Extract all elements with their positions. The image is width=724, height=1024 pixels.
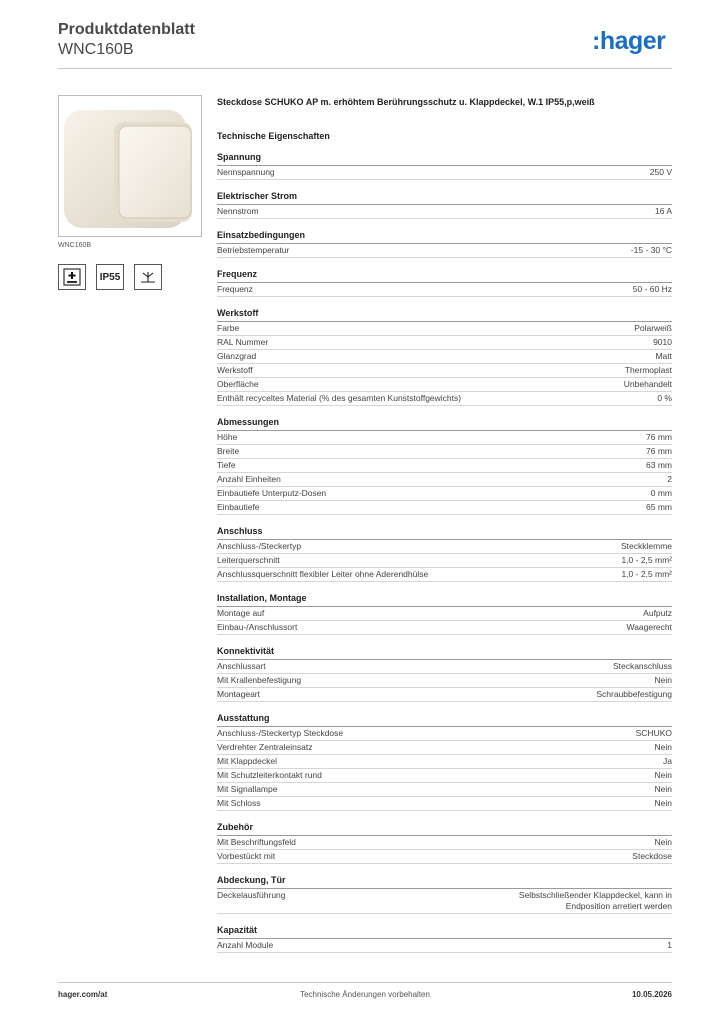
property-row	[217, 607, 672, 621]
property-value: 1,0 - 2,5 mm²	[621, 555, 672, 565]
property-value: 2	[667, 474, 672, 484]
property-label: Höhe	[217, 432, 238, 442]
property-row	[217, 378, 672, 392]
property-row	[217, 431, 672, 445]
document-title: Produktdatenblatt	[58, 21, 195, 38]
group-title: Werkstoff	[217, 308, 672, 322]
property-label: Oberfläche	[217, 379, 259, 389]
property-value: Nein	[654, 675, 672, 685]
property-label: Tiefe	[217, 460, 236, 470]
property-label: Nennspannung	[217, 167, 275, 177]
property-row	[217, 688, 672, 702]
property-row	[217, 501, 672, 515]
property-value: Steckanschluss	[612, 661, 672, 671]
property-label: Mit Krallenbefestigung	[217, 675, 302, 685]
property-value: 16 A	[654, 206, 672, 216]
property-row	[217, 836, 672, 850]
property-group	[217, 822, 672, 864]
property-group	[217, 526, 672, 582]
property-label: Anschlussart	[217, 661, 266, 671]
property-group	[217, 713, 672, 811]
property-value: Selbstschließender Klappdeckel, kann in Endposition arretiert werden	[518, 890, 672, 911]
property-group	[217, 417, 672, 515]
header-divider	[58, 68, 672, 69]
group-title: Kapazität	[217, 925, 672, 939]
property-value: 76 mm	[646, 432, 672, 442]
property-row	[217, 850, 672, 864]
property-label: Frequenz	[217, 284, 253, 294]
property-row	[217, 540, 672, 554]
product-image	[58, 95, 202, 237]
property-row	[217, 350, 672, 364]
property-row	[217, 283, 672, 297]
property-label: Mit Schutzleiterkontakt rund	[217, 770, 322, 780]
property-value: Nein	[654, 837, 672, 847]
group-title: Zubehör	[217, 822, 672, 836]
property-value: 250 V	[649, 167, 672, 177]
property-group	[217, 925, 672, 953]
socket-illustration	[59, 96, 201, 236]
property-value: Unbehandelt	[623, 379, 672, 389]
property-row	[217, 939, 672, 953]
property-label: Vorbestückt mit	[217, 851, 276, 861]
property-value: -15 - 30 °C	[630, 245, 672, 255]
property-row	[217, 621, 672, 635]
property-value: 0 mm	[650, 488, 672, 498]
property-value: 9010	[653, 337, 672, 347]
property-row	[217, 727, 672, 741]
property-value: 1,0 - 2,5 mm²	[621, 569, 672, 579]
page-footer	[58, 990, 672, 1002]
property-label: Enthält recyceltes Material (% des gesamten Kunststoffgewichts)	[217, 393, 462, 403]
property-value: 0 %	[657, 393, 672, 403]
property-label: Anschluss-/Steckertyp	[217, 541, 302, 551]
footer-website[interactable]: hager.com/at	[58, 990, 108, 999]
property-label: Glanzgrad	[217, 351, 257, 361]
footer-disclaimer: Technische Änderungen vorbehalten	[300, 990, 430, 999]
group-title: Abdeckung, Tür	[217, 875, 672, 889]
property-row	[217, 674, 672, 688]
property-row	[217, 364, 672, 378]
property-label: Mit Beschriftungsfeld	[217, 837, 296, 847]
property-value: 63 mm	[646, 460, 672, 470]
property-label: Anzahl Einheiten	[217, 474, 281, 484]
property-group	[217, 308, 672, 406]
property-row	[217, 392, 672, 406]
property-group	[217, 230, 672, 258]
property-label: Breite	[217, 446, 240, 456]
property-value: Steckklemme	[620, 541, 672, 551]
property-value: Ja	[663, 756, 672, 766]
property-row	[217, 473, 672, 487]
property-row	[217, 755, 672, 769]
property-value: Nein	[654, 742, 672, 752]
footer-divider	[58, 982, 672, 983]
property-label: Deckelausführung	[217, 890, 286, 900]
property-label: Einbautiefe Unterputz-Dosen	[217, 488, 327, 498]
property-row	[217, 487, 672, 501]
property-label: Anzahl Module	[217, 940, 274, 950]
property-row	[217, 769, 672, 783]
property-label: Verdrehter Zentraleinsatz	[217, 742, 313, 752]
wiring-symbol-icon	[134, 264, 162, 290]
property-row	[217, 244, 672, 258]
property-row	[217, 445, 672, 459]
property-value: Nein	[654, 798, 672, 808]
group-title: Abmessungen	[217, 417, 672, 431]
group-title: Ausstattung	[217, 713, 672, 727]
group-title: Einsatzbedingungen	[217, 230, 672, 244]
property-value: Waagerecht	[626, 622, 672, 632]
property-group	[217, 191, 672, 219]
property-label: Farbe	[217, 323, 240, 333]
property-value: Aufputz	[643, 608, 672, 618]
property-value: Matt	[655, 351, 672, 361]
property-value: Schraubbefestigung	[596, 689, 672, 699]
property-label: Anschlussquerschnitt flexibler Leiter ohne Aderendhülse	[217, 569, 429, 579]
property-row	[217, 322, 672, 336]
property-value: Nein	[654, 784, 672, 794]
property-value: Polarweiß	[634, 323, 672, 333]
property-label: Mit Signallampe	[217, 784, 278, 794]
property-value: 65 mm	[646, 502, 672, 512]
property-label: Nennstrom	[217, 206, 259, 216]
property-group	[217, 152, 672, 180]
property-row	[217, 166, 672, 180]
property-row	[217, 459, 672, 473]
property-label: Einbautiefe	[217, 502, 260, 512]
property-row	[217, 797, 672, 811]
property-label: RAL Nummer	[217, 337, 269, 347]
property-label: Betriebstemperatur	[217, 245, 290, 255]
property-value: 50 - 60 Hz	[632, 284, 672, 294]
property-group	[217, 269, 672, 297]
property-label: Anschluss-/Steckertyp Steckdose	[217, 728, 344, 738]
property-group	[217, 593, 672, 635]
property-value: SCHUKO	[635, 728, 672, 738]
group-title: Elektrischer Strom	[217, 191, 672, 205]
property-value: Thermoplast	[624, 365, 672, 375]
property-group	[217, 646, 672, 702]
document-header	[58, 20, 195, 60]
safety-mark-icon	[58, 264, 86, 290]
property-label: Werkstoff	[217, 365, 253, 375]
property-row	[217, 741, 672, 755]
group-title: Spannung	[217, 152, 672, 166]
property-value: 76 mm	[646, 446, 672, 456]
property-value: Steckdose	[632, 851, 672, 861]
group-title: Frequenz	[217, 269, 672, 283]
group-title: Installation, Montage	[217, 593, 672, 607]
product-image-caption: WNC160B	[58, 242, 92, 249]
property-value: 1	[667, 940, 672, 950]
property-label: Mit Schloss	[217, 798, 261, 808]
property-groups	[217, 152, 672, 953]
property-group	[217, 875, 672, 914]
section-title: Technische Eigenschaften	[217, 131, 330, 141]
hager-logo: :hager	[592, 27, 666, 55]
ip55-badge: IP55	[96, 264, 124, 290]
property-label: Leiterquerschnitt	[217, 555, 280, 565]
footer-date: 10.05.2026	[631, 990, 672, 999]
group-title: Anschluss	[217, 526, 672, 540]
property-label: Montage auf	[217, 608, 265, 618]
certification-badges	[58, 264, 162, 290]
product-description: Steckdose SCHUKO AP m. erhöhtem Berührungsschutz u. Klappdeckel, W.1 IP55,p,weiß	[217, 97, 595, 107]
property-label: Montageart	[217, 689, 260, 699]
property-label: Einbau-/Anschlussort	[217, 622, 298, 632]
property-row	[217, 568, 672, 582]
document-subtitle: WNC160B	[58, 41, 134, 58]
property-row	[217, 336, 672, 350]
group-title: Konnektivität	[217, 646, 672, 660]
property-row	[217, 889, 672, 914]
property-row	[217, 783, 672, 797]
property-row	[217, 554, 672, 568]
datasheet-content	[217, 96, 672, 964]
property-value: Nein	[654, 770, 672, 780]
property-label: Mit Klappdeckel	[217, 756, 278, 766]
property-row	[217, 660, 672, 674]
property-row	[217, 205, 672, 219]
